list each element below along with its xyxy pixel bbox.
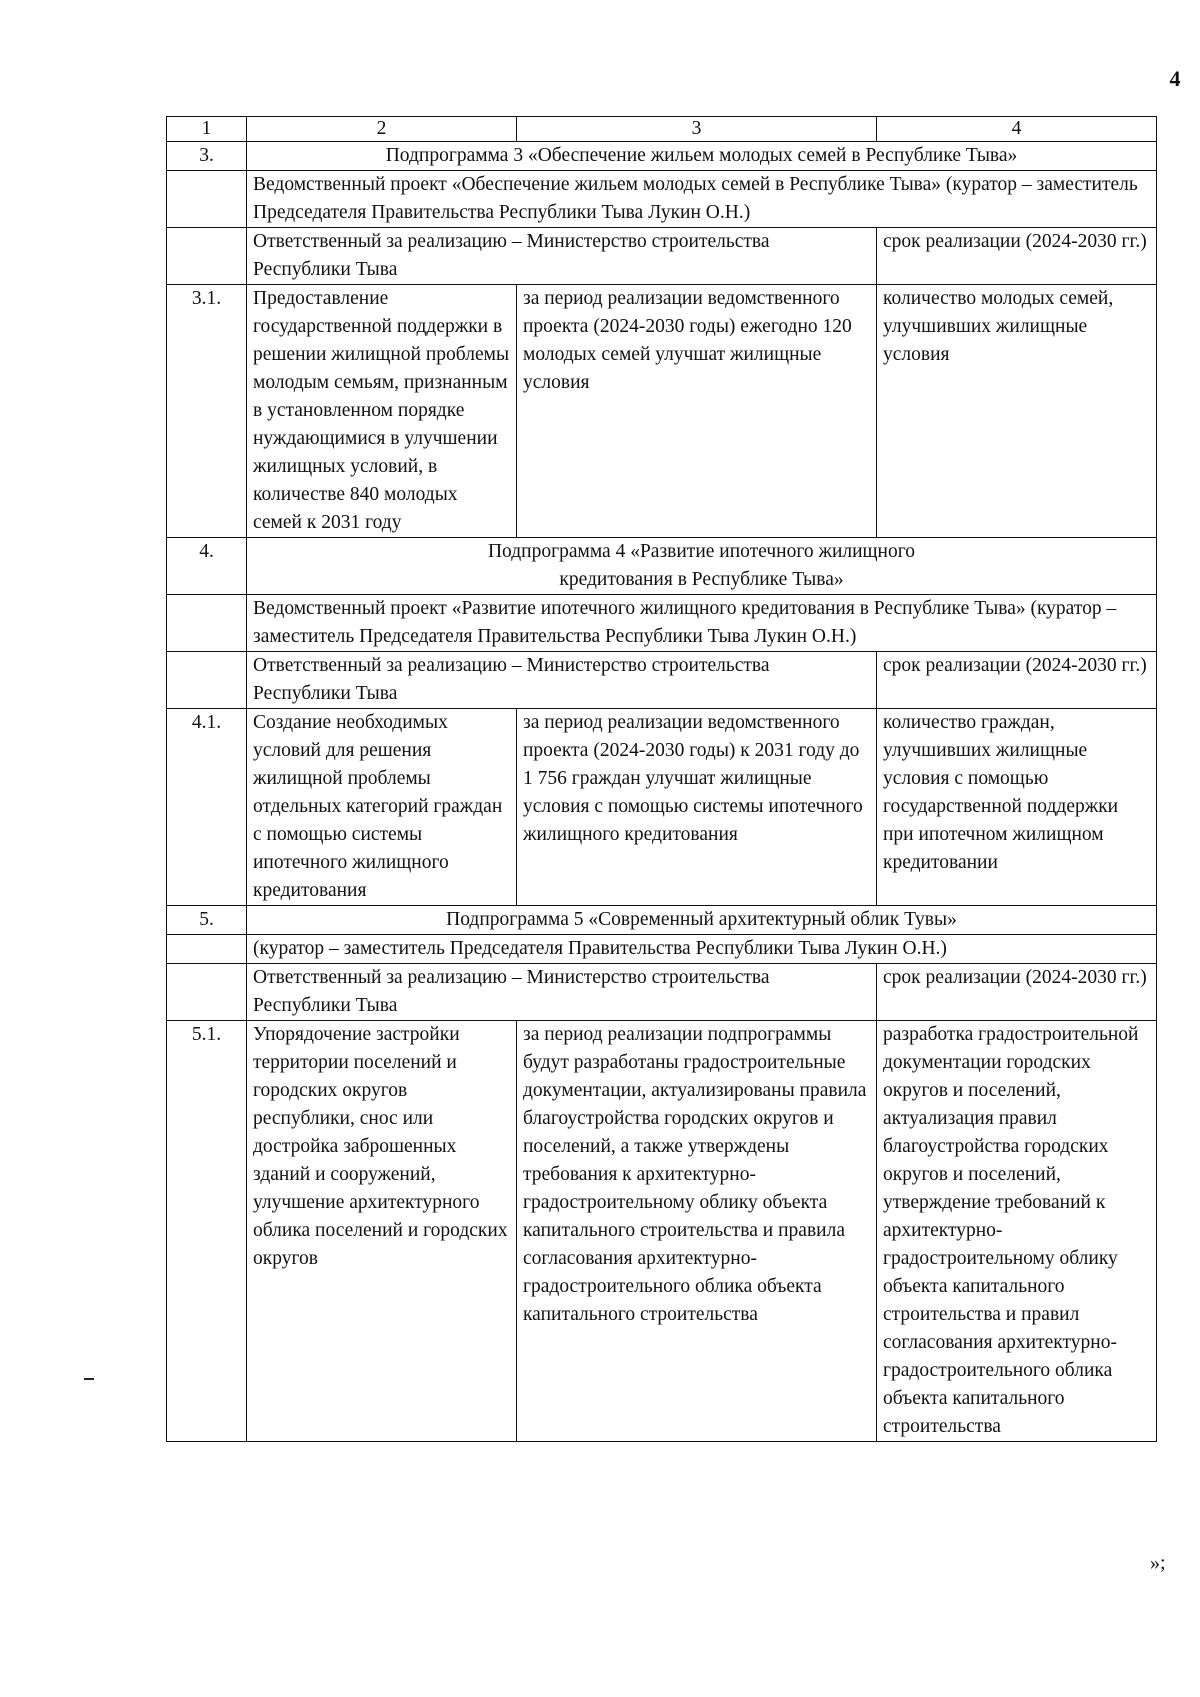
item-4-1-row (167, 709, 1157, 906)
term-4-text: срок реализации (2024-2030 гг.) (877, 652, 1157, 709)
subprogram-5-row (167, 906, 1157, 935)
responsible-5-text: Ответственный за реализацию – Министерство строительства Республики Тыва (247, 964, 877, 1021)
scan-mark (84, 1378, 94, 1380)
subprogram-4-title: Подпрограмма 4 «Развитие ипотечного жилищного кредитования в Республике Тыва» (247, 538, 1157, 595)
item-4-1-task: Создание необходимых условий для решения жилищной проблемы отдельных категорий граждан с помощью системы ипотечного жилищного кредитования (247, 709, 517, 906)
item-4-1-result: за период реализации ведомственного проекта (2024-2030 годы) к 2031 году до 1 756 граждан улучшат жилищные условия с помощью системы ипотечного жилищного кредитования (517, 709, 877, 906)
subprogram-3-row (167, 142, 1157, 171)
subprogram-4-number: 4. (167, 538, 247, 595)
item-5-1-task: Упорядочение застройки территории поселений и городских округов республики, снос или достройка заброшенных зданий и сооружений, улучшение архитектурного облика поселений и городских округов (247, 1021, 517, 1442)
term-5-text: срок реализации (2024-2030 гг.) (877, 964, 1157, 1021)
subprogram-3-number: 3. (167, 142, 247, 171)
header-col-4: 4 (877, 117, 1157, 142)
responsible-3-row (167, 228, 1157, 285)
item-5-1-number: 5.1. (167, 1021, 247, 1442)
project-3-row (167, 171, 1157, 228)
item-3-1-result: за период реализации ведомственного проекта (2024-2030 годы) ежегодно 120 молодых семей улучшат жилищные условия (517, 285, 877, 538)
header-col-2: 2 (247, 117, 517, 142)
header-col-1: 1 (167, 117, 247, 142)
item-3-1-number: 3.1. (167, 285, 247, 538)
project-3-text: Ведомственный проект «Обеспечение жильем молодых семей в Республике Тыва» (куратор – заместитель Председателя Правительства Республики Тыва Лукин О.Н.) (247, 171, 1157, 228)
item-3-1-task: Предоставление государственной поддержки в решении жилищной проблемы молодым семьям, признанным в установленном порядке нуждающимися в улучшении жилищных условий, в количестве 840 молодых семей к 2031 году (247, 285, 517, 538)
item-5-1-indicator: разработка градостроительной документации городских округов и поселений, актуализация правил благоустройства городских округов и поселений, утверждение требований к архитектурно-градостроительному облику объекта капитального строительства и правил согласования архитектурно-градостроительного облика объекта капитального строительства (877, 1021, 1157, 1442)
header-row (167, 117, 1157, 142)
responsible-4-row (167, 652, 1157, 709)
item-5-1-result: за период реализации подпрограммы будут разработаны градостроительные документации, актуализированы правила благоустройства городских округов и поселений, а также утверждены требования к архитектурно-градостроительному облику объекта капитального строительства и правила согласования архитектурно-градостроительного облика объекта капитального строительства (517, 1021, 877, 1442)
header-col-3: 3 (517, 117, 877, 142)
program-table (166, 116, 1157, 1442)
subprogram-3-title: Подпрограмма 3 «Обеспечение жильем молодых семей в Республике Тыва» (247, 142, 1157, 171)
item-3-1-row (167, 285, 1157, 538)
term-3-text: срок реализации (2024-2030 гг.) (877, 228, 1157, 285)
project-5-text: (куратор – заместитель Председателя Правительства Республики Тыва Лукин О.Н.) (247, 935, 1157, 964)
item-4-1-indicator: количество граждан, улучшивших жилищные условия с помощью государственной поддержки при ипотечном жилищном кредитовании (877, 709, 1157, 906)
item-3-1-indicator: количество молодых семей, улучшивших жилищные условия (877, 285, 1157, 538)
subprogram-5-title: Подпрограмма 5 «Современный архитектурный облик Тувы» (247, 906, 1157, 935)
project-4-text: Ведомственный проект «Развитие ипотечного жилищного кредитования в Республике Тыва» (куратор – заместитель Председателя Правительства Республики Тыва Лукин О.Н.) (247, 595, 1157, 652)
item-4-1-number: 4.1. (167, 709, 247, 906)
project-5-row (167, 935, 1157, 964)
item-5-1-row (167, 1021, 1157, 1442)
responsible-3-text: Ответственный за реализацию – Министерство строительства Республики Тыва (247, 228, 877, 285)
responsible-5-row (167, 964, 1157, 1021)
closing-quote: »; (1150, 1552, 1166, 1574)
project-4-row (167, 595, 1157, 652)
responsible-4-text: Ответственный за реализацию – Министерство строительства Республики Тыва (247, 652, 877, 709)
subprogram-4-row (167, 538, 1157, 595)
subprogram-5-number: 5. (167, 906, 247, 935)
page-number: 4 (1169, 66, 1181, 91)
